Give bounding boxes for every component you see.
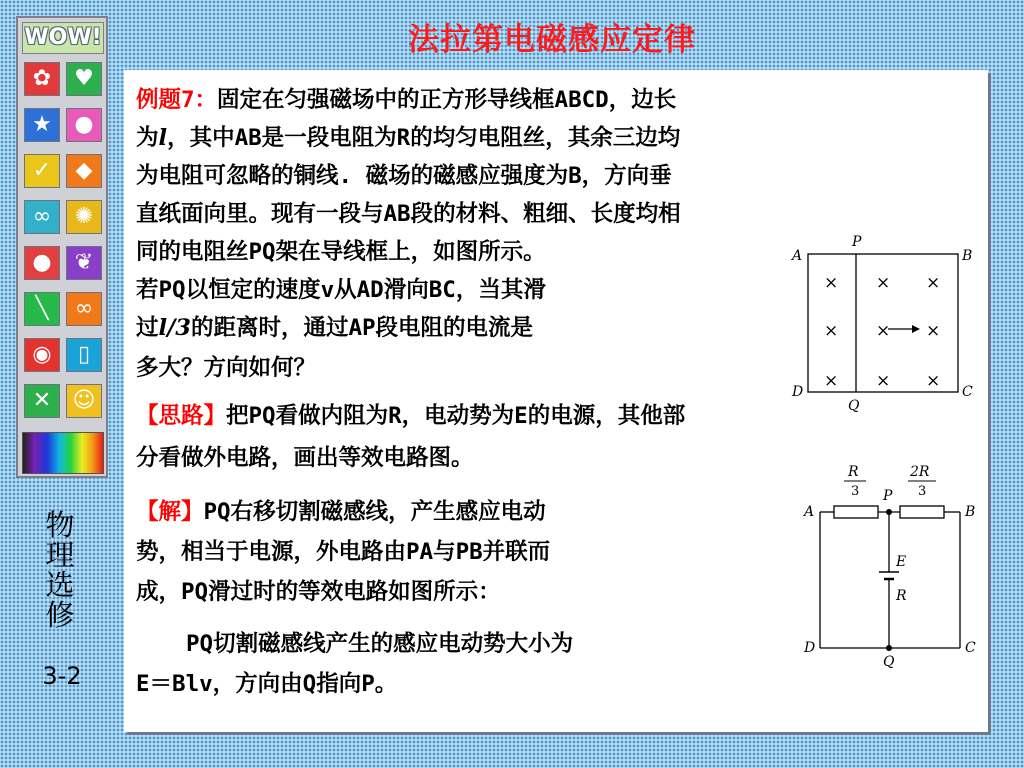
check-icon: ✓	[24, 154, 60, 188]
velocity-arrowhead	[912, 325, 920, 333]
math-var: l	[158, 125, 168, 151]
butterfly-icon: ✺	[66, 200, 102, 234]
frac-right-den: 3	[918, 484, 927, 499]
resistor-pb	[900, 506, 944, 518]
vertical-subject-label	[40, 510, 80, 630]
leaf-icon: ❦	[66, 246, 102, 280]
glasses-icon: ∞	[66, 292, 102, 326]
problem-text: 过	[136, 315, 159, 341]
field-cross: ×	[876, 273, 891, 293]
math-fraction: /3	[167, 315, 191, 341]
equivalent-circuit-diagram	[800, 462, 982, 670]
label-q: Q	[848, 398, 860, 414]
hint-line-2: 分看做外电路，画出等效电路图。	[136, 445, 474, 471]
label-d: D	[792, 384, 804, 400]
field-crosses	[824, 273, 940, 391]
problem-text: 的距离时，通过AP段电阻的电流是	[190, 315, 534, 341]
problem-line-6: 若PQ以恒定的速度v从AD滑向BC，当其滑	[136, 277, 546, 303]
problem-label: 例题7：	[136, 87, 218, 113]
label-e: E	[896, 554, 907, 570]
label-q: Q	[883, 654, 895, 670]
vertical-char: 理	[45, 538, 75, 572]
content-panel	[124, 70, 988, 732]
field-cross: ×	[926, 371, 941, 391]
junction-q	[886, 645, 892, 651]
label-a: A	[804, 504, 815, 520]
junction-p	[886, 509, 892, 515]
label-p: P	[883, 488, 893, 504]
field-cross: ×	[824, 321, 839, 341]
fish-icon: ◆	[66, 154, 102, 188]
x-icon: ✕	[24, 384, 60, 418]
problem-text: 固定在匀强磁场中的正方形导线框ABCD，边长	[217, 87, 677, 113]
field-cross: ×	[876, 371, 891, 391]
wow-badge: WOW!	[22, 22, 104, 54]
label-p: P	[852, 234, 862, 250]
field-cross: ×	[926, 273, 941, 293]
label-c: C	[962, 384, 973, 400]
problem-text: ，其中AB是一段电阻为R的均匀电阻丝，其余三边均	[167, 125, 681, 151]
smile-icon: ☺	[66, 384, 102, 418]
course-number: 3-2	[42, 662, 82, 690]
field-cross: ×	[824, 371, 839, 391]
solution-text: PQ右移切割磁感线，产生感应电动	[203, 499, 546, 525]
math-var: l	[158, 315, 168, 341]
rainbow-bar	[22, 432, 104, 474]
field-cross: ×	[926, 321, 941, 341]
solution-line-2: 势，相当于电源，外电路由PA与PB并联而	[136, 539, 551, 565]
sidebar-panel	[16, 16, 108, 478]
lips-icon: ◉	[24, 338, 60, 372]
frame-diagram	[788, 234, 978, 414]
hint-label: 【思路】	[136, 403, 227, 429]
frac-right-num: 2R	[910, 464, 930, 480]
frac-left-num: R	[848, 464, 859, 480]
label-a: A	[792, 248, 803, 264]
label-c: C	[965, 640, 976, 656]
label-d: D	[804, 640, 816, 656]
circle-icon: ●	[66, 108, 102, 142]
solution-label: 【解】	[136, 499, 204, 525]
slide-title: 法拉第电磁感应定律	[408, 22, 696, 58]
flower-icon: ✿	[24, 62, 60, 96]
problem-line-2	[136, 120, 680, 152]
frac-left-den: 3	[851, 484, 860, 499]
solution-line-3: 成，PQ滑过时的等效电路如图所示：	[136, 579, 501, 605]
problem-line-4: 直纸面向里。现有一段与AB段的材料、粗细、长度均相	[136, 201, 681, 227]
heart-icon: ♥	[66, 62, 102, 96]
vertical-char: 修	[45, 598, 75, 632]
vertical-char: 物	[45, 508, 75, 542]
hint-text: 把PQ看做内阻为R，电动势为E的电源，其他部	[226, 403, 686, 429]
problem-line-7	[136, 310, 533, 342]
problem-text: 为	[136, 125, 159, 151]
apple-icon: ●	[24, 246, 60, 280]
field-cross: ×	[876, 321, 891, 341]
solution-line-1	[136, 494, 546, 526]
vertical-char: 选	[45, 568, 75, 602]
label-r: R	[896, 588, 907, 604]
problem-line-3: 为电阻可忽略的铜线. 磁场的磁感应强度为B，方向垂	[136, 163, 672, 189]
star-icon: ★	[24, 108, 60, 142]
resistor-ap	[834, 506, 878, 518]
field-cross: ×	[824, 273, 839, 293]
problem-line-8: 多大？方向如何？	[136, 355, 317, 381]
hint-line-1	[136, 398, 685, 430]
solution-line-5: E＝Blv，方向由Q指向P。	[136, 671, 398, 697]
solution-line-4: PQ切割磁感线产生的感应电动势大小为	[186, 631, 574, 657]
balloons-icon: ∞	[24, 200, 60, 234]
cup-icon: ▯	[66, 338, 102, 372]
label-b: B	[965, 504, 976, 520]
label-b: B	[962, 248, 973, 264]
line-icon: ╲	[24, 292, 60, 326]
problem-line-1	[136, 82, 676, 114]
problem-line-5: 同的电阻丝PQ架在导线框上，如图所示。	[136, 239, 546, 265]
